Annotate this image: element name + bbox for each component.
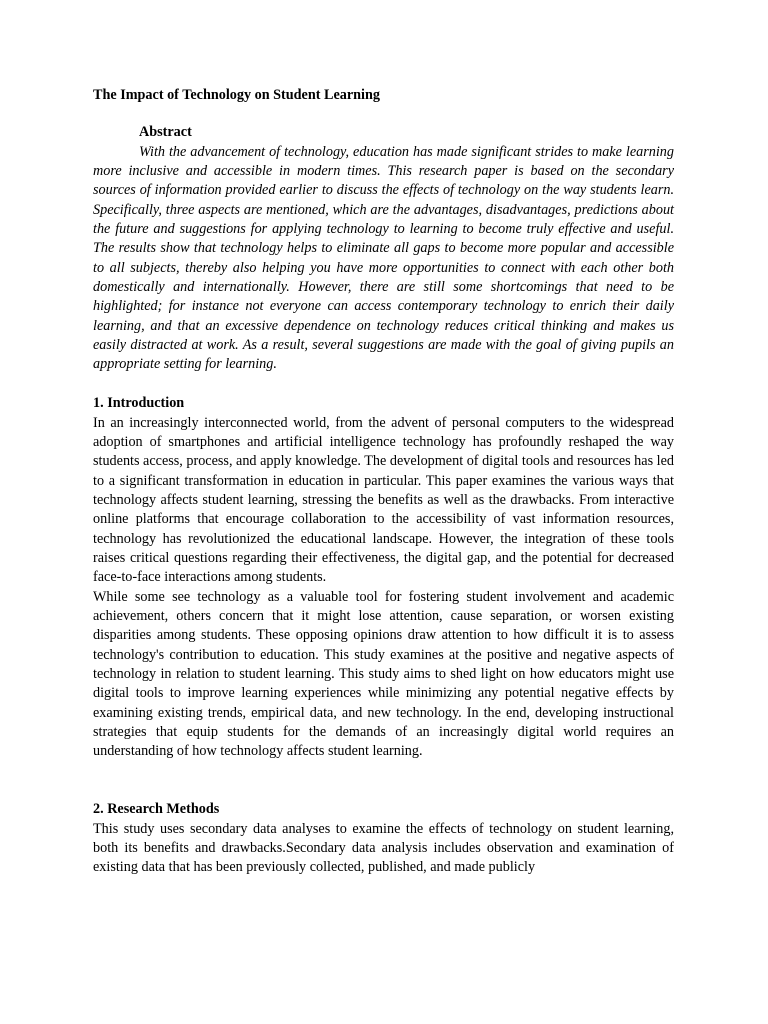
research-methods-heading: 2. Research Methods <box>93 801 220 818</box>
document-body <box>93 86 674 878</box>
abstract-section <box>93 123 674 374</box>
introduction-paragraph: While some see technology as a valuable tool for fostering student involvement and academic achievement, others concern that it might lose attention, cause separation, or worsen existing disparities among students. These opposing opinions draw attention to how difficult it is to assess technology's contribution to education. This study examines at the positive and negative aspects of technology in relation to student learning. This study aims to shed light on how educators might use digital tools to improve learning experiences while minimizing any potential negative effects by examining existing trends, empirical data, and new technology. In the end, developing instructional strategies that equip students for the demands of an increasingly digital world requires an understanding of how technology affects student learning. <box>93 588 674 760</box>
paper-title: The Impact of Technology on Student Learning <box>93 87 380 103</box>
research-methods-paragraph: This study uses secondary data analyses to examine the effects of technology on student learning, both its benefits and drawbacks.Secondary data analysis includes observation and examination of existing data that has been previously collected, published, and made publicly <box>93 820 674 876</box>
introduction-paragraph: In an increasingly interconnected world, from the advent of personal computers to the widespread adoption of smartphones and artificial intelligence technology has profoundly reshaped the way students access, process, and apply knowledge. The development of digital tools and resources has led to a significant transformation in education in particular. This paper examines the various ways that technology affects student learning, stressing the benefits as well as the drawbacks. From interactive online platforms that encourage collaboration to the accessibility of vast information resources, technology has revolutionized the educational landscape. However, the integration of these tools raises critical questions regarding their effectiveness, the digital gap, and the potential for decreased face-to-face interactions among students. <box>93 414 674 586</box>
research-methods-section <box>93 800 674 877</box>
abstract-heading: Abstract <box>139 124 192 141</box>
introduction-heading: 1. Introduction <box>93 395 185 412</box>
introduction-section <box>93 394 674 762</box>
abstract-text: With the advancement of technology, education has made significant strides to make learning more inclusive and accessible in modern times. This research paper is based on the secondary sources of information provided earlier to discuss the effects of technology on the way students learn. Specifically, three aspects are mentioned, which are the advantages, disadvantages, predictions about the future and suggestions for applying technology to learning to become truly effective and useful. The results show that technology helps to eliminate all gaps to become more popular and accessible to all subjects, thereby also helping you have more opportunities to connect with each other both domestically and internationally. However, there are still some shortcomings that need to be highlighted; for instance not everyone can access contemporary technology to enrich their daily learning, and that an excessive dependence on technology reduces critical thinking and makes us easily distracted at work. As a result, several suggestions are made with the goal of giving pupils an appropriate setting for learning. <box>93 143 674 373</box>
